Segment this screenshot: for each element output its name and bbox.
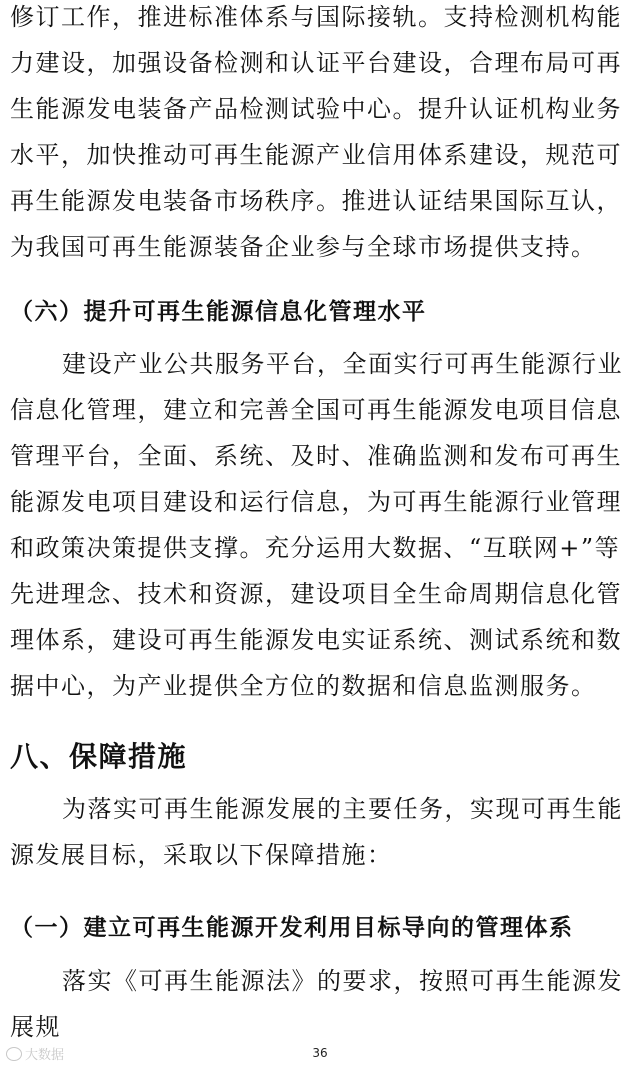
- paragraph-informatization: 建设产业公共服务平台，全面实行可再生能源行业信息化管理，建立和完善全国可再生能源发电项目信息管理平台，全面、系统、及时、准确监测和发布可再生能源发电项目建设和运行信息，为可再生能源行业管理和政策决策提供支撑。充分运用大数据、“互联网+”等先进理念、技术和资源，建设项目全生命周期信息化管理体系，建设可再生能源发电实证系统、测试系统和数据中心，为产业提供全方位的数据和信息监测服务。: [10, 350, 623, 700]
- page-footer: [0, 1042, 640, 1069]
- section-heading-target-management: （一）建立可再生能源开发利用目标导向的管理体系: [10, 915, 574, 941]
- chapter-heading-safeguards: 八、保障措施: [10, 740, 188, 773]
- page-number: 36: [312, 1046, 328, 1060]
- section-heading-informatization: （六）提升可再生能源信息化管理水平: [10, 299, 427, 325]
- paragraph-standards-certification: 修订工作，推进标准体系与国际接轨。支持检测机构能力建设，加强设备检测和认证平台建设，合理布局可再生能源发电装备产品检测试验中心。提升认证机构业务水平，加快推动可再生能源产业信用体系建设，规范可再生能源发电装备市场秩序。推进认证结果国际互认，为我国可再生能源装备企业参与全球市场提供支持。: [10, 3, 622, 261]
- paragraph-safeguards-intro: 为落实可再生能源发展的主要任务，实现可再生能源发展目标，采取以下保障措施：: [10, 795, 623, 869]
- paragraph-renewable-law: 落实《可再生能源法》的要求，按照可再生能源发展规: [10, 967, 623, 1041]
- watermark-text: 大数据: [25, 1048, 65, 1063]
